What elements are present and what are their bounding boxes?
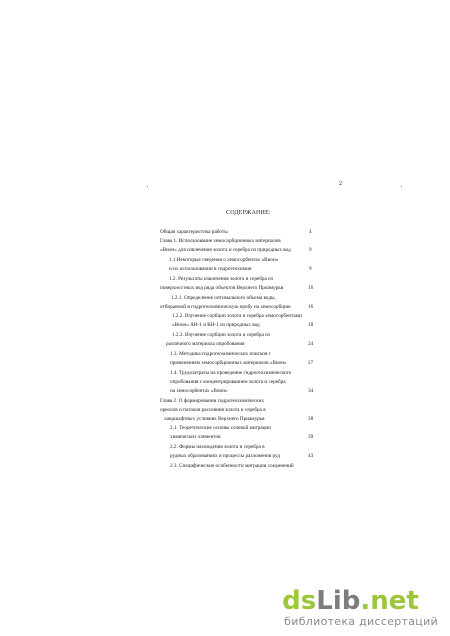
logo-net: .net [360, 586, 419, 616]
toc-entry-text: 1.2.2. Изучение сорбции золота и серебра хемосорбентами [172, 313, 302, 319]
toc-entry-text: поверхностных вод ряда объектов Верхнего Приамурья [160, 285, 284, 291]
toc-entry-page: 24 [308, 341, 314, 347]
toc-entry-text: 1.2. Результаты извлечения золота и серебра из [169, 276, 273, 282]
toc-entry-text: отбираемой в гидрогеохимическую пробу на хемосорбцию [160, 304, 291, 310]
toc-entry-text: «Вион» для извлечения золота и серебра из природных вод [160, 247, 291, 253]
toc-entry-text: различного материала опробования [166, 341, 245, 347]
toc-entry-page: 18 [308, 322, 314, 328]
toc-entry-text: и их использовании в гидрогеохимии [169, 266, 252, 272]
toc-entry-page: 16 [308, 285, 314, 291]
toc-entry-text: 2.2. Формы нахождения золота и серебра в [170, 444, 265, 450]
toc-entry-page: 39 [308, 434, 314, 440]
toc-entry-text: рудных образованиях и процессы разложения руд [170, 453, 280, 459]
toc-entry-text: Общая характеристика работы [160, 229, 228, 235]
logo-ds: ds [282, 586, 317, 616]
toc-entry-text: 2.1. Теоретические основы солевой миграции [170, 425, 271, 431]
toc-entry-page: 38 [308, 416, 314, 422]
logo-lib: Lib [316, 586, 361, 616]
toc-entry-text: Глава 2. О формировании гидрогеохимических [160, 398, 264, 404]
toc-entry-text: 1.2.3. Изучение сорбции золота и серебра из [172, 332, 270, 338]
toc-entry-text: опробования с концентрированием золота и серебра [170, 379, 286, 385]
toc-entry-text: 1.2.1. Определение оптимального объема воды, [171, 295, 276, 301]
toc-entry-text: 1.1.Некоторые сведения о хемосорбентах «Вион» [169, 257, 279, 263]
toc-entry-page: 16 [308, 304, 314, 310]
toc-entry-text: ореолов и потоков рассеяния золота и серебра в [160, 407, 266, 413]
toc-entry-text: 1.3. Методика гидрогеохимических поисков с [170, 351, 271, 357]
toc-entry-text: ландшафтных условиях Верхнего Приамурья [164, 416, 265, 422]
toc-entry-text: «Вион» АН-1 и КН-1 из природных вод [172, 322, 260, 328]
toc-entry-text: 2.3. Специфические особенности миграции соединений [170, 463, 294, 469]
toc-entry-page: 4 [309, 229, 312, 235]
page-number: 2 [339, 181, 342, 187]
dslib-watermark-logo [282, 588, 438, 628]
logo-subtitle: библиотека диссертаций [284, 615, 438, 628]
toc-entry-page: 43 [308, 453, 314, 459]
toc-entry-text: Глава 1. Использование хемосорбционных материалов [160, 238, 281, 244]
toc-entry-page: 9 [309, 247, 312, 253]
toc-entry-page: 34 [308, 388, 314, 394]
toc-entry-text: на хемосорбентах «Вион» [170, 388, 228, 394]
toc-entry-page: 9 [309, 266, 312, 272]
toc-title: СОДЕРЖАНИЕ: [226, 210, 271, 216]
toc-entry-text: 1.4. Трудозатраты на проведение гидрогеохимического [170, 370, 292, 376]
toc-entry-text: применением хемосорбционных материалов «Вион» [170, 360, 287, 366]
toc-entry-text: химических элементов [170, 434, 221, 440]
toc-entry-page: 27 [308, 360, 314, 366]
